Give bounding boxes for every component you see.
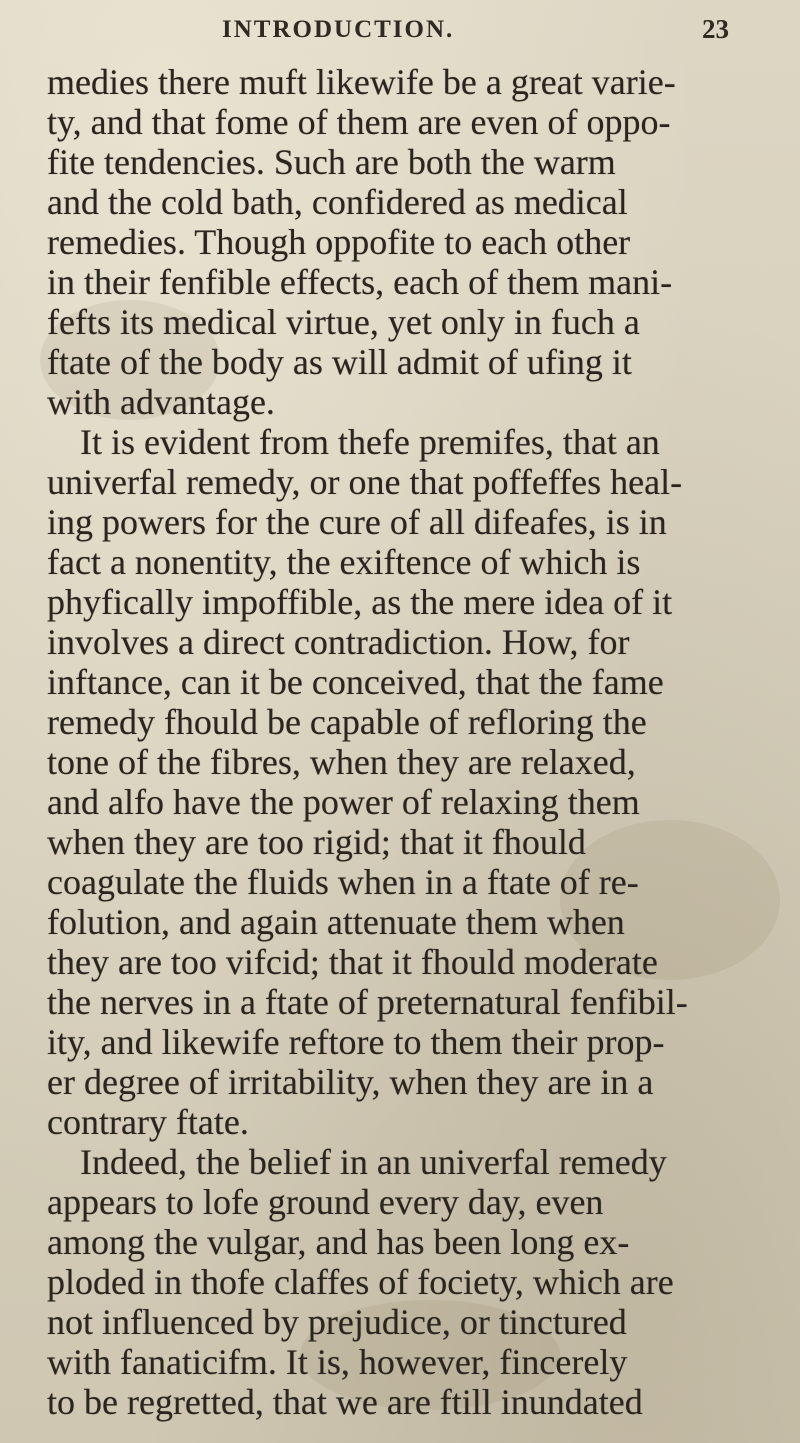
- text-line: they are too vifcid; that it fhould moderate: [47, 942, 658, 982]
- text-line: contrary ftate.: [47, 1102, 249, 1142]
- text-line: and the cold bath, confidered as medical: [47, 182, 628, 222]
- text-line: appears to lofe ground every day, even: [47, 1182, 604, 1222]
- page-number: 23: [702, 14, 729, 44]
- text-line: folution, and again attenuate them when: [47, 902, 625, 942]
- text-line: coagulate the fluids when in a ftate of re-: [47, 862, 639, 902]
- text-line: involves a direct contradiction. How, for: [47, 622, 630, 662]
- running-head: [0, 14, 800, 54]
- text-line: Indeed, the belief in an univerfal remedy: [80, 1142, 667, 1182]
- text-line: with fanaticifm. It is, however, fincerely: [47, 1342, 628, 1382]
- text-line: ploded in thofe claffes of fociety, which are: [47, 1262, 674, 1302]
- text-line: remedy fhould be capable of refloring the: [47, 702, 647, 742]
- text-line: when they are too rigid; that it fhould: [47, 822, 586, 862]
- text-line: It is evident from thefe premifes, that an: [80, 422, 660, 462]
- text-line: not influenced by prejudice, or tinctured: [47, 1302, 627, 1342]
- text-line: phyfically impoffible, as the mere idea of it: [47, 582, 673, 622]
- text-line: and alfo have the power of relaxing them: [47, 782, 640, 822]
- text-line: ty, and that fome of them are even of oppo-: [47, 102, 671, 142]
- text-line: ing powers for the cure of all difeafes, is in: [47, 502, 667, 542]
- text-line: medies there muft likewife be a great varie-: [47, 62, 676, 102]
- text-line: among the vulgar, and has been long ex-: [47, 1222, 630, 1262]
- running-head-title: INTRODUCTION.: [222, 16, 455, 43]
- text-line: remedies. Though oppofite to each other: [47, 222, 631, 262]
- text-line: to be regretted, that we are ftill inundated: [47, 1382, 643, 1422]
- text-line: fefts its medical virtue, yet only in fuch a: [47, 302, 640, 342]
- text-line: ftate of the body as will admit of ufing it: [47, 342, 632, 382]
- text-line: inftance, can it be conceived, that the fame: [47, 662, 664, 702]
- text-line: ity, and likewife reftore to them their prop-: [47, 1022, 665, 1062]
- text-line: univerfal remedy, or one that poffeffes heal-: [47, 462, 683, 502]
- text-line: in their fenfible effects, each of them mani-: [47, 262, 673, 302]
- text-line: er degree of irritability, when they are in a: [47, 1062, 654, 1102]
- text-line: tone of the fibres, when they are relaxed,: [47, 742, 636, 782]
- text-line: fite tendencies. Such are both the warm: [47, 142, 616, 182]
- text-line: with advantage.: [47, 382, 275, 422]
- text-line: fact a nonentity, the exiftence of which is: [47, 542, 641, 582]
- text-line: the nerves in a ftate of preternatural fenfibil-: [47, 982, 688, 1022]
